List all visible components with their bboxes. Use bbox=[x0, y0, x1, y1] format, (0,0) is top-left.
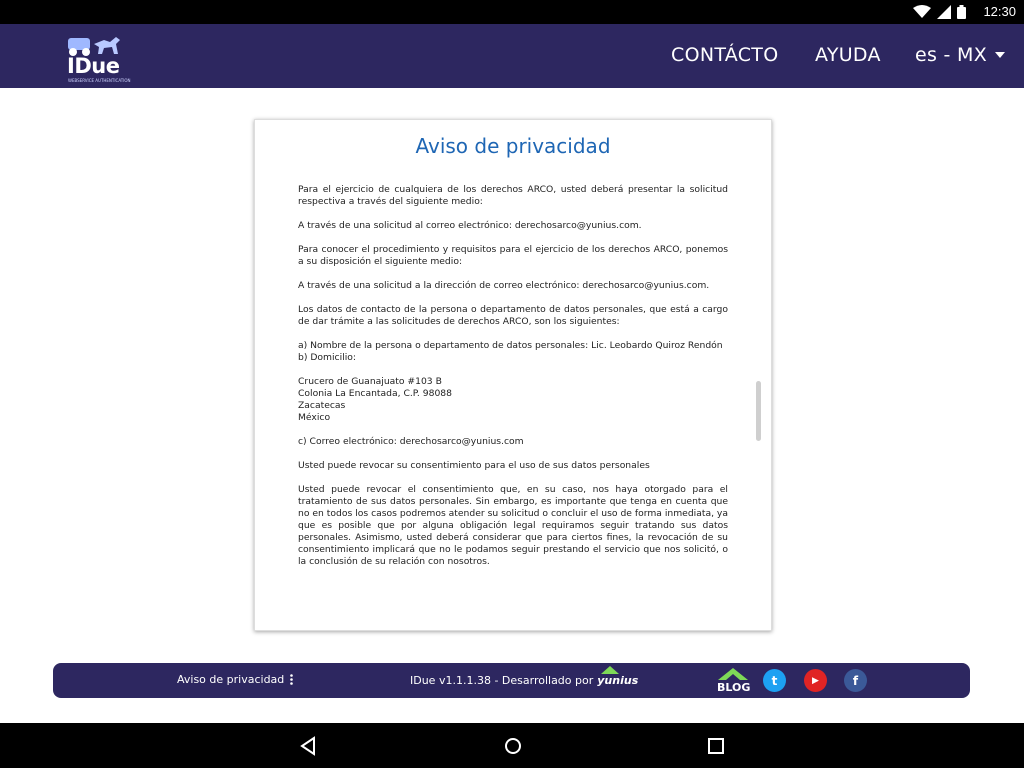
page-title: Aviso de privacidad bbox=[415, 134, 611, 158]
paragraph: c) Correo electrónico: derechosarco@yunius.com bbox=[298, 436, 524, 447]
more-vert-icon bbox=[290, 674, 293, 685]
back-icon[interactable] bbox=[297, 735, 319, 757]
app-header bbox=[0, 24, 1024, 88]
paragraph: A través de una solicitud al correo electrónico: derechosarco@yunius.com. bbox=[298, 220, 642, 231]
language-label: es - MX bbox=[915, 44, 988, 66]
home-icon[interactable] bbox=[502, 735, 524, 757]
scrollbar-thumb[interactable] bbox=[756, 381, 761, 441]
blog-link[interactable] bbox=[717, 667, 751, 695]
version-info bbox=[410, 674, 638, 687]
paragraph: Para el ejercicio de cualquiera de los derechos ARCO, usted deberá presentar la solicitud respectiva a través del siguiente medio: bbox=[298, 184, 728, 207]
system-nav-bar bbox=[0, 723, 1024, 768]
dropdown-caret-icon bbox=[995, 52, 1005, 58]
nav-ayuda[interactable]: AYUDA bbox=[815, 44, 881, 66]
logo-subtext: WEBSERVICE AUTHENTICATION bbox=[68, 78, 131, 83]
twitter-icon[interactable] bbox=[763, 669, 786, 692]
status-icons bbox=[913, 5, 966, 19]
blog-label: BLOG bbox=[717, 681, 751, 694]
status-bar bbox=[0, 0, 1024, 24]
wifi-icon bbox=[913, 5, 931, 19]
privacy-notice-text[interactable] bbox=[298, 184, 728, 580]
language-selector[interactable] bbox=[915, 44, 1005, 66]
paragraph: a) Nombre de la persona o departamento de datos personales: Lic. Leobardo Quiroz Rendón b) Domicilio: bbox=[298, 340, 723, 363]
nav-contacto[interactable]: CONTÁCTO bbox=[671, 44, 779, 66]
recents-icon[interactable] bbox=[705, 735, 727, 757]
paragraph: Crucero de Guanajuato #103 B Colonia La Encantada, C.P. 98088 Zacatecas México bbox=[298, 376, 452, 423]
youtube-icon[interactable] bbox=[804, 669, 827, 692]
yunius-leaf-icon bbox=[601, 666, 619, 674]
youtube-glyph: ▶ bbox=[812, 675, 819, 686]
paragraph: Usted puede revocar su consentimiento para el uso de sus datos personales bbox=[298, 460, 650, 471]
yunius-brand: yunius bbox=[597, 674, 639, 687]
yunius-logo[interactable] bbox=[597, 674, 638, 687]
facebook-icon[interactable] bbox=[844, 669, 867, 692]
facebook-glyph: f bbox=[852, 673, 859, 688]
idue-logo[interactable] bbox=[62, 32, 131, 84]
privacy-link[interactable] bbox=[177, 673, 293, 686]
footer-bar bbox=[53, 663, 970, 698]
version-text: IDue v1.1.1.38 - Desarrollado por bbox=[410, 674, 594, 687]
battery-icon bbox=[957, 5, 966, 19]
blog-roof-icon bbox=[718, 668, 748, 680]
paragraph: Los datos de contacto de la persona o departamento de datos personales, que está a cargo de dar trámite a las solicitudes de derechos ARCO, son los siguientes: bbox=[298, 304, 728, 327]
privacy-notice-card bbox=[254, 119, 772, 631]
paragraph: A través de una solicitud a la dirección de correo electrónico: derechosarco@yunius.com. bbox=[298, 280, 710, 291]
paragraph: Para conocer el procedimiento y requisitos para el ejercicio de los derechos ARCO, ponemos a su disposición el siguiente medio: bbox=[298, 244, 728, 267]
status-time: 12:30 bbox=[983, 4, 1016, 19]
logo-text: IDue bbox=[67, 54, 120, 78]
privacy-link-label: Aviso de privacidad bbox=[177, 673, 285, 686]
signal-icon bbox=[937, 5, 951, 19]
paragraph: Usted puede revocar el consentimiento que, en su caso, nos haya otorgado para el tratamiento de sus datos personales. Sin embargo, es importante que tenga en cuenta que no en todos los casos podremos atender su solicitud o concluir el uso de forma inmediata, ya que es posible que por alguna obligación legal requiramos seguir tratando sus datos personales. Asimismo, usted deberá considerar que para ciertos fines, la revocación de su consentimiento implicará que no le podamos seguir prestando el servicio que nos solicitó, o la conclusión de su relación con nosotros. bbox=[298, 484, 728, 567]
twitter-glyph: t bbox=[771, 673, 778, 688]
